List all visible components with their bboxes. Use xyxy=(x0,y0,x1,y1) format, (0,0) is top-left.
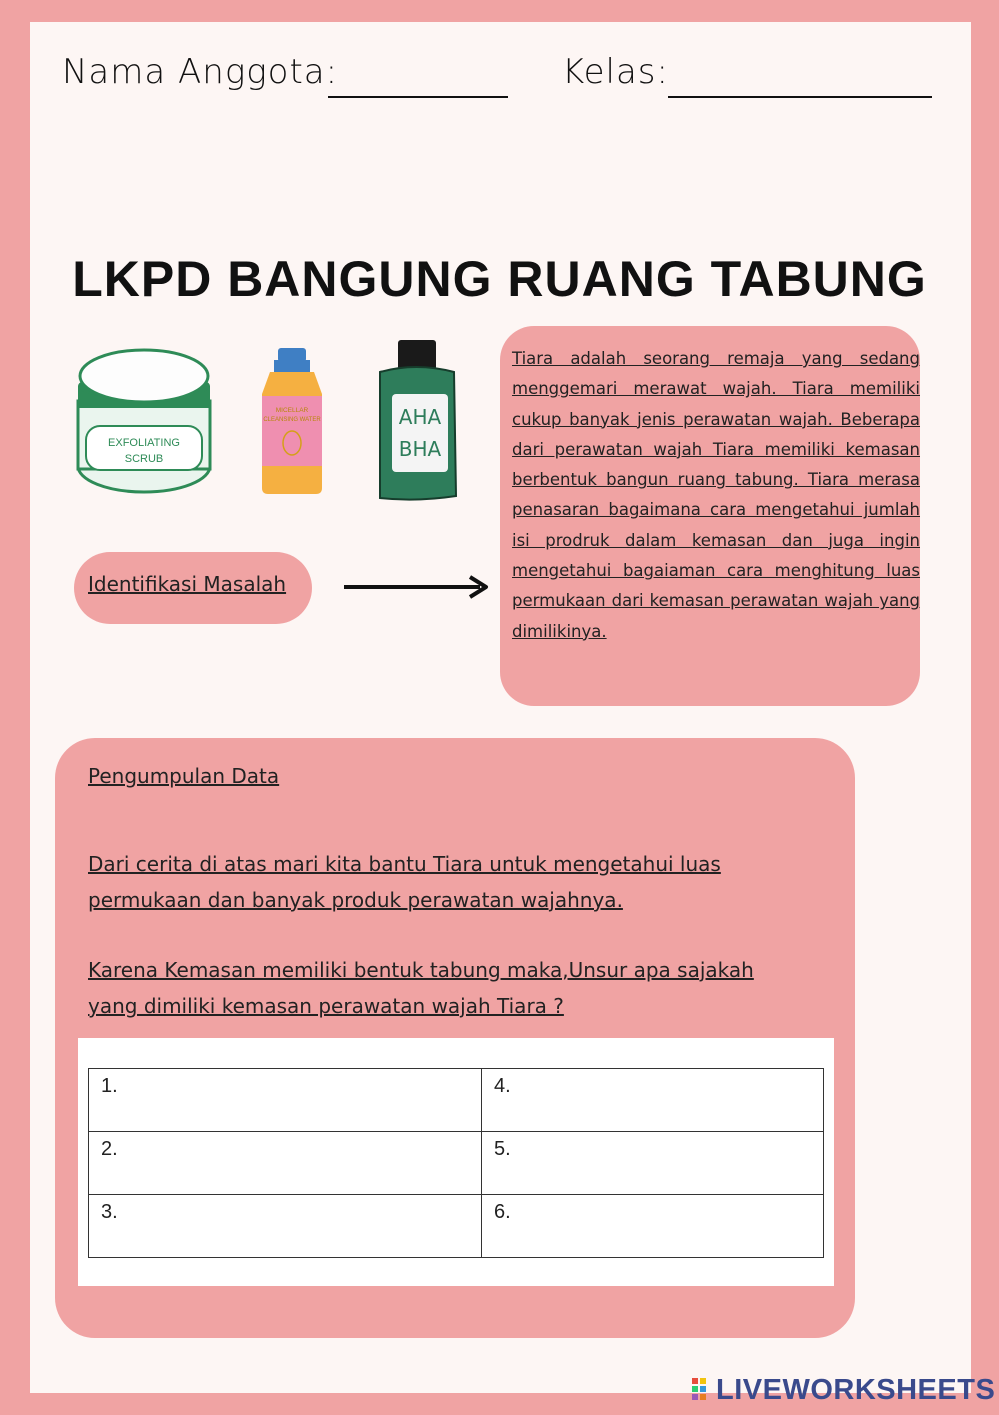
identifikasi-masalah-label: Identifikasi Masalah xyxy=(88,572,287,596)
answer-table-container xyxy=(78,1038,834,1286)
nama-anggota-label: Nama Anggota: xyxy=(62,52,339,92)
answer-cell-5[interactable]: 5. xyxy=(482,1132,824,1195)
pengumpulan-data-title: Pengumpulan Data xyxy=(88,764,280,788)
story-text: Tiara adalah seorang remaja yang sedang menggemari merawat wajah. Tiara memiliki cukup banyak jenis perawatan wajah. Beberapa dari perawatan wajah Tiara memiliki kemasan berbentuk bangun ruang tabung. Tiara merasa penasaran bagaimana cara mengetahui jumlah isi prodruk dalam kemasan dan juga ingin mengetahui bagaiaman cara menghitung luas permukaan dari kemasan perawatan wajah yang dimilikinya. xyxy=(512,349,920,641)
nama-anggota-line[interactable] xyxy=(328,96,508,98)
answer-cell-4[interactable]: 4. xyxy=(482,1069,824,1132)
liveworksheets-logo-icon xyxy=(692,1378,714,1404)
pengumpulan-paragraph-1: Dari cerita di atas mari kita bantu Tiara untuk mengetahui luas permukaan dan banyak produk perawatan wajahnya. xyxy=(88,852,721,912)
table-row xyxy=(89,1069,824,1132)
micellar-water-bottle-image xyxy=(256,346,328,496)
story-box xyxy=(500,326,920,706)
answer-table xyxy=(88,1068,824,1258)
answer-cell-6[interactable]: 6. xyxy=(482,1195,824,1258)
identifikasi-masalah-pill xyxy=(74,552,312,624)
table-row xyxy=(89,1195,824,1258)
liveworksheets-watermark[interactable]: LIVEWORKSHEETS xyxy=(716,1374,996,1406)
jar-label-1: EXFOLIATING xyxy=(108,437,180,449)
answer-cell-2[interactable]: 2. xyxy=(89,1132,482,1195)
page-title: LKPD BANGUNG RUANG TABUNG xyxy=(72,251,927,307)
exfoliating-scrub-jar-image xyxy=(72,346,218,496)
aha-bha-tube-image xyxy=(374,338,460,502)
answer-cell-1[interactable]: 1. xyxy=(89,1069,482,1132)
table-row xyxy=(89,1132,824,1195)
tube-label-2: BHA xyxy=(398,437,442,461)
bottle-label-2: CLEANSING WATER xyxy=(263,417,321,423)
kelas-line[interactable] xyxy=(668,96,932,98)
bottle-label-1: MICELLAR xyxy=(275,407,309,414)
kelas-label: Kelas: xyxy=(562,52,669,92)
answer-cell-3[interactable]: 3. xyxy=(89,1195,482,1258)
jar-label-2: SCRUB xyxy=(124,453,164,465)
right-arrow-icon xyxy=(342,572,492,602)
tube-label-1: AHA xyxy=(398,405,442,429)
pengumpulan-paragraph-2: Karena Kemasan memiliki bentuk tabung maka,Unsur apa sajakah yang dimiliki kemasan perawatan wajah Tiara ? xyxy=(88,958,754,1018)
